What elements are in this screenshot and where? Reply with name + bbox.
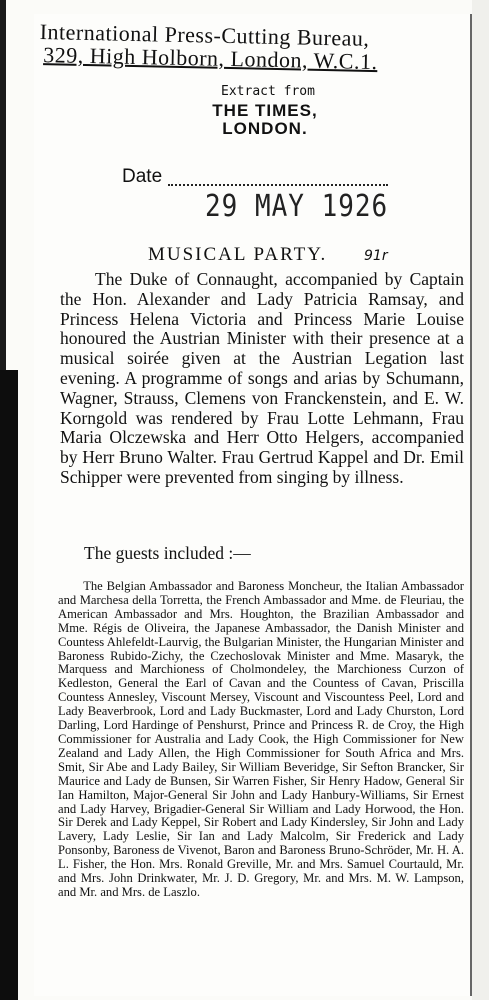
handwritten-annotation: 91r (364, 248, 388, 264)
bureau-address: 329, High Holborn, London, W.C.1. (43, 42, 378, 75)
article-lead-paragraph: The Duke of Connaught, accompanied by Captain the Hon. Alexander and Lady Patricia Ramsay, and Princess Helena Victoria and Princess Marie Louise honoured the Austrian Minister with their presence at a musical soirée given at the Austrian Legation last evening. A programme of songs and arias by Schumann, Wagner, Strauss, Clemens von Franckenstein, and E. W. Korngold was rendered by Frau Lotte Lehmann, Frau Maria Olczewska and Herr Otto Helgers, accompanied by Herr Bruno Walter. Frau Gertrud Kappel and Dr. Emil Schipper were prevented from singing by illness. (60, 269, 464, 487)
date-stamp: 29 MAY 1926 (205, 189, 389, 225)
date-label: Date (122, 166, 163, 187)
paper-city: LONDON. (222, 119, 308, 138)
date-line (168, 168, 388, 186)
scan-shadow-top (0, 0, 6, 370)
bureau-name: International Press-Cutting Bureau, (39, 19, 370, 51)
guest-list-paragraph: The Belgian Ambassador and Baroness Moncheur, the Italian Ambassador and Marchesa della Torretta, the French Ambassador and Mme. de Fleuriau, the American Ambassador and Mrs. Houghton, the Brazilian Ambassador and Mme. Régis de Oliveira, the Japanese Ambassador, the Danish Minister and Countess Ahlefeldt-Laurvig, the Bulgarian Minister, the Hungarian Minister and Baroness Rubido-Zichy, the Czechoslovak Minister and Mme. Masaryk, the Marquess and Marchioness of Cholmondeley, the Marchioness Curzon of Kedleston, General the Earl of Cavan and the Countess of Cavan, Priscilla Countess Annesley, Viscount Mersey, Viscount and Viscountess Peel, Lord and Lady Beaverbrook, Lord and Lady Buckmaster, Lord and Lady Churston, Lord Darling, Lord Hardinge of Penshurst, Prince and Princess R. de Croy, the High Commissioner for Australia and Lady Cook, the High Commissioner for New Zealand and Lady Allen, the High Commissioner for South Africa and Mrs. Smit, Sir Abe and Lady Bailey, Sir William Beveridge, Sir Sefton Brancker, Sir Maurice and Lady de Bunsen, Sir Warren Fisher, Sir Henry Hadow, General Sir Ian Hamilton, Major-General Sir John and Lady Hanbury-Williams, Sir Ernest and Lady Harvey, Brigadier-General Sir William and Lady Horwood, the Hon. Sir Derek and Lady Keppel, Sir Robert and Lady Kindersley, Sir John and Lady Lavery, Lady Leslie, Sir Ian and Lady Malcolm, Sir Frederick and Lady Ponsonby, Baroness de Vivenot, Baron and Baroness Bruno-Schröder, Mr. H. A. L. Fisher, the Hon. Mrs. Ronald Greville, Mr. and Mrs. Samuel Courtauld, Mr. and Mrs. John Drinkwater, Mr. J. D. Gregory, Mr. and Mrs. M. W. Lampson, and Mr. and Mrs. de Laszlo. (58, 579, 464, 899)
article-headline: MUSICAL PARTY. (148, 244, 328, 265)
page-edge (472, 0, 489, 1000)
extract-label: Extract from (221, 84, 315, 99)
paper-title: THE TIMES, (212, 101, 318, 120)
newspaper-name (170, 102, 360, 138)
guests-intro: The guests included :— (84, 543, 251, 563)
scan-shadow (0, 370, 18, 1000)
bureau-header (39, 20, 470, 75)
